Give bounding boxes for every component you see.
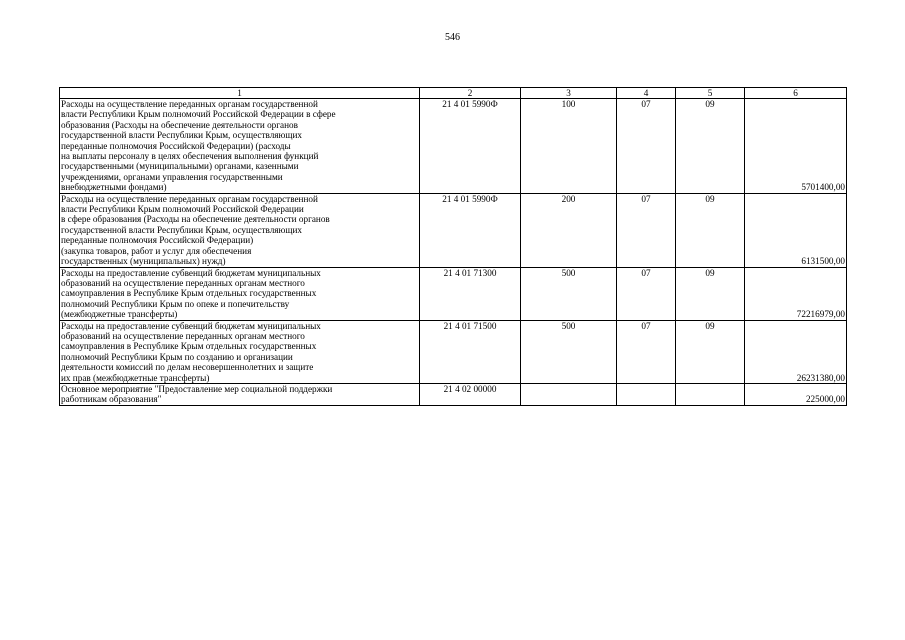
column-header-6: 6: [745, 88, 847, 99]
row-expense-type: 200: [521, 193, 617, 267]
row-section: 07: [617, 193, 676, 267]
table-row: [60, 320, 847, 383]
page-number: 546: [445, 32, 460, 43]
table-row: [60, 99, 847, 194]
column-header-2: 2: [420, 88, 521, 99]
row-expense-type: 500: [521, 267, 617, 320]
row-subsection: 09: [676, 99, 745, 194]
row-subsection: 09: [676, 267, 745, 320]
row-target-code: 21 4 01 5990Ф: [420, 193, 521, 267]
row-target-code: 21 4 01 5990Ф: [420, 99, 521, 194]
row-subsection: [676, 383, 745, 405]
row-section: 07: [617, 267, 676, 320]
row-expense-type: 500: [521, 320, 617, 383]
row-target-code: 21 4 01 71300: [420, 267, 521, 320]
row-amount: 5701400,00: [745, 99, 847, 194]
row-amount: 26231380,00: [745, 320, 847, 383]
row-subsection: 09: [676, 193, 745, 267]
column-header-3: 3: [521, 88, 617, 99]
budget-table: [59, 87, 847, 406]
row-description: Расходы на предоставление субвенций бюджетам муниципальных образований на осуществление переданных органам местного самоуправления в Республике Крым отдельных государственных полномочий Республики Крым по созданию и организации деятельности комиссий по делам несовершеннолетних и защите их прав (межбюджетные трансферты): [60, 320, 420, 383]
row-section: 07: [617, 99, 676, 194]
row-amount: 225000,00: [745, 383, 847, 405]
table-row: [60, 193, 847, 267]
column-header-1: 1: [60, 88, 420, 99]
table-header-row: [60, 88, 847, 99]
row-section: [617, 383, 676, 405]
column-header-5: 5: [676, 88, 745, 99]
row-amount: 72216979,00: [745, 267, 847, 320]
row-expense-type: 100: [521, 99, 617, 194]
row-target-code: 21 4 02 00000: [420, 383, 521, 405]
row-description: Расходы на осуществление переданных органам государственной власти Республики Крым полномочий Российской Федерации в сфере образования (Расходы на обеспечение деятельности органов государственной власти Республики Крым, осуществляющих переданные полномочия Российской Федерации) (закупка товаров, работ и услуг для обеспечения государственных (муниципальных) нужд): [60, 193, 420, 267]
row-section: 07: [617, 320, 676, 383]
row-description: Расходы на осуществление переданных органам государственной власти Республики Крым полномочий Российской Федерации в сфере образования (Расходы на обеспечение деятельности органов государственной власти Республики Крым, осуществляющих переданные полномочия Российской Федерации) (расходы на выплаты персоналу в целях обеспечения выполнения функций государственными (муниципальными) органами, казенными учреждениями, органами управления государственными внебюджетными фондами): [60, 99, 420, 194]
table-row: [60, 267, 847, 320]
row-description: Расходы на предоставление субвенций бюджетам муниципальных образований на осуществление переданных органам местного самоуправления в Республике Крым отдельных государственных полномочий Республики Крым по опеке и попечительству (межбюджетные трансферты): [60, 267, 420, 320]
table-row: [60, 383, 847, 405]
column-header-4: 4: [617, 88, 676, 99]
row-amount: 6131500,00: [745, 193, 847, 267]
row-subsection: 09: [676, 320, 745, 383]
row-description: Основное мероприятие "Предоставление мер социальной поддержки работникам образования": [60, 383, 420, 405]
row-expense-type: [521, 383, 617, 405]
row-target-code: 21 4 01 71500: [420, 320, 521, 383]
